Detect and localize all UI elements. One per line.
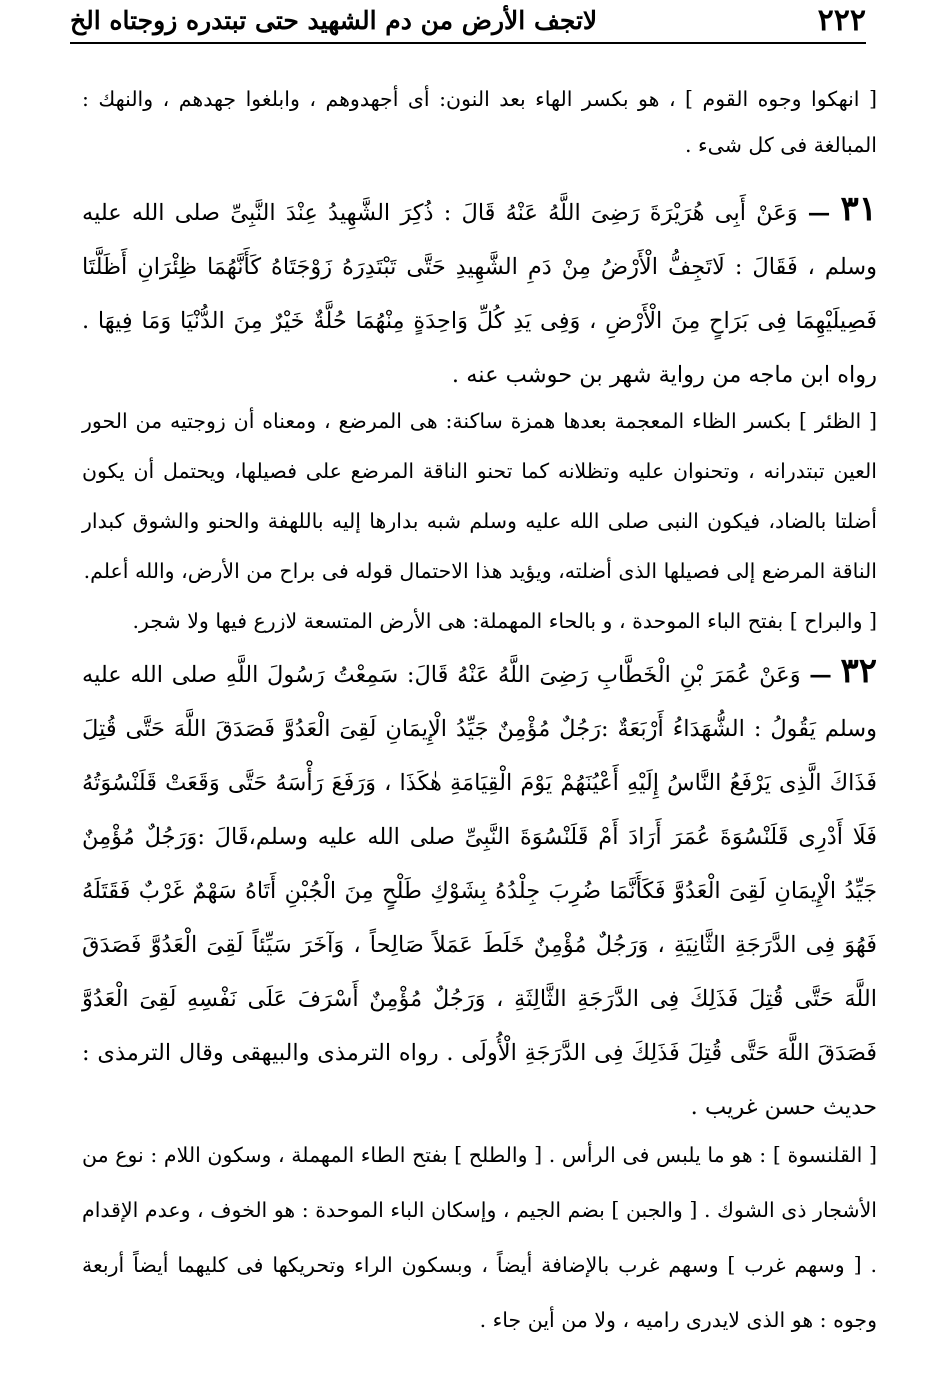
hadith-31 (82, 182, 877, 402)
hadith-dash: — (807, 200, 831, 226)
gloss-paragraph-2: [ الظئر ] بكسر الظاء المعجمة بعدها همزة ساكنة: هى المرضع ، ومعناه أن زوجتيه من الحور العين تبتدرانه ، وتحنوان عليه وتظلانه كما تحنو الناقة المرضع على فصيلها، ويحتمل أن يكون أضلتا بالضاد، فيكون النبى صلى الله عليه وسلم شبه بدارها إليه باللهفة والحنو والشوق كبدار الناقة المرضع إلى فصيلها الذى أضلته، ويؤيد هذا الاحتمال قوله فى براح من الأرض، والله أعلم. (82, 409, 877, 583)
gloss-paragraph-4: [ القلنسوة ] : هو ما يلبس فى الرأس . [ والطلح ] بفتح الطاء المهملة ، وسكون اللام : نوع من الأشجار ذى الشوك . [ والجبن ] بضم الجيم ، وإسكان الباء الموحدة : هو الخوف ، وعدم الإقدام . [ وسهم غرب ] وسهم غرب بالإضافة أيضاً ، وبسكون الراء وتحريكها فى كليهما أيضاً أربعة وجوه : هو الذى لايدرى راميه ، ولا من أين جاء . (82, 1143, 877, 1332)
hadith-dash: — (809, 662, 832, 688)
page-number: ٢٢٢ (817, 3, 866, 38)
hadith-number: ٣١ (840, 189, 877, 229)
hadith-32 (82, 644, 877, 1134)
hadith-text: وَعَنْ عُمَرَ بْنِ الْخَطَّابِ رَضِىَ اللَّهُ عَنْهُ قَالَ: سَمِعْتُ رَسُولَ اللَّهِ صلى الله عليه وسلم يَقُولُ : الشُّهَدَاءُ أَرْبَعَةٌ :رَجُلٌ مُؤْمِنٌ جَيِّدُ الْإِيمَانِ لَقِىَ الْعَدُوَّ فَصَدَقَ اللَّهَ حَتَّى قُتِلَ فَذَاكَ الَّذِى يَرْفَعُ النَّاسُ إِلَيْهِ أَعْيُنَهُمْ يَوْمَ الْقِيَامَةِ هٰكَذَا ، وَرَفَعَ رَأْسَهُ حَتَّى وَقَعَتْ قَلَنْسُوَتُهُ فَلَا أَدْرِى قَلَنْسُوَةَ عُمَرَ أَرَادَ أَمْ قَلَنْسُوَةَ النَّبِىِّ صلى الله عليه وسلم،قَالَ :وَرَجُلٌ مُؤْمِنٌ جَيِّدُ الْإِيمَانِ لَقِىَ الْعَدُوَّ فَكَأَنَّمَا ضُرِبَ جِلْدُهُ بِشَوْكِ طَلْحٍ مِنَ الْجُبْنِ أَتَاهُ سَهْمٌ غَرْبٌ فَقَتَلَهُ فَهُوَ فِى الدَّرَجَةِ الثَّانِيَةِ ، وَرَجُلٌ مُؤْمِنٌ خَلَطَ عَمَلاً صَالِحاً ، وَآخَرَ سَيِّئاً لَقِىَ الْعَدُوَّ فَصَدَقَ اللَّهَ حَتَّى قُتِلَ فَذَلِكَ فِى الدَّرَجَةِ الثَّالِثَةِ ، وَرَجُلٌ مُؤْمِنٌ أَسْرَفَ عَلَى نَفْسِهِ لَقِىَ الْعَدُوَّ فَصَدَقَ اللَّهَ حَتَّى قُتِلَ فَذَلِكَ فِى الدَّرَجَةِ الْأُولَى . رواه الترمذى والبيهقى وقال الترمذى : حديث حسن غريب . (82, 662, 877, 1120)
running-title: لاتجف الأرض من دم الشهيد حتى تبتدره زوجتاه الخ (70, 6, 598, 35)
gloss-paragraph-3: [ والبراح ] بفتح الباء الموحدة ، و بالحاء المهملة: هى الأرض المتسعة لازرع فيها ولا شجر. (132, 609, 877, 633)
hadith-number: ٣٢ (840, 651, 877, 691)
page-header (70, 2, 866, 44)
hadith-text: وَعَنْ أَبِى هُرَيْرَةَ رَضِىَ اللَّهُ عَنْهُ قَالَ : ذُكِرَ الشَّهِيدُ عِنْدَ النَّبِىِّ صلى الله عليه وسلم ، فَقَالَ : لَاتَجِفُّ الْأَرْضُ مِنْ دَمِ الشَّهِيدِ حَتَّى تَبْتَدِرَهُ زَوْجَتَاهُ كَأَنَّهُمَا ظِئْرَانِ أَظَلَّتَا فَصِيلَيْهِمَا فِى بَرَاحٍ مِنَ الْأَرْضِ ، وَفِى يَدِ كُلِّ وَاحِدَةٍ مِنْهُمَا حُلَّةٌ خَيْرٌ مِنَ الدُّنْيَا وَمَا فِيهَا . رواه ابن ماجه من رواية شهر بن حوشب عنه . (82, 200, 877, 388)
gloss-paragraph-1: [ انهكوا وجوه القوم ] ، هو بكسر الهاء بعد النون: أى أجهدوهم ، وابلغوا جهدهم ، والنهك : المبالغة فى كل شىء . (82, 87, 877, 157)
